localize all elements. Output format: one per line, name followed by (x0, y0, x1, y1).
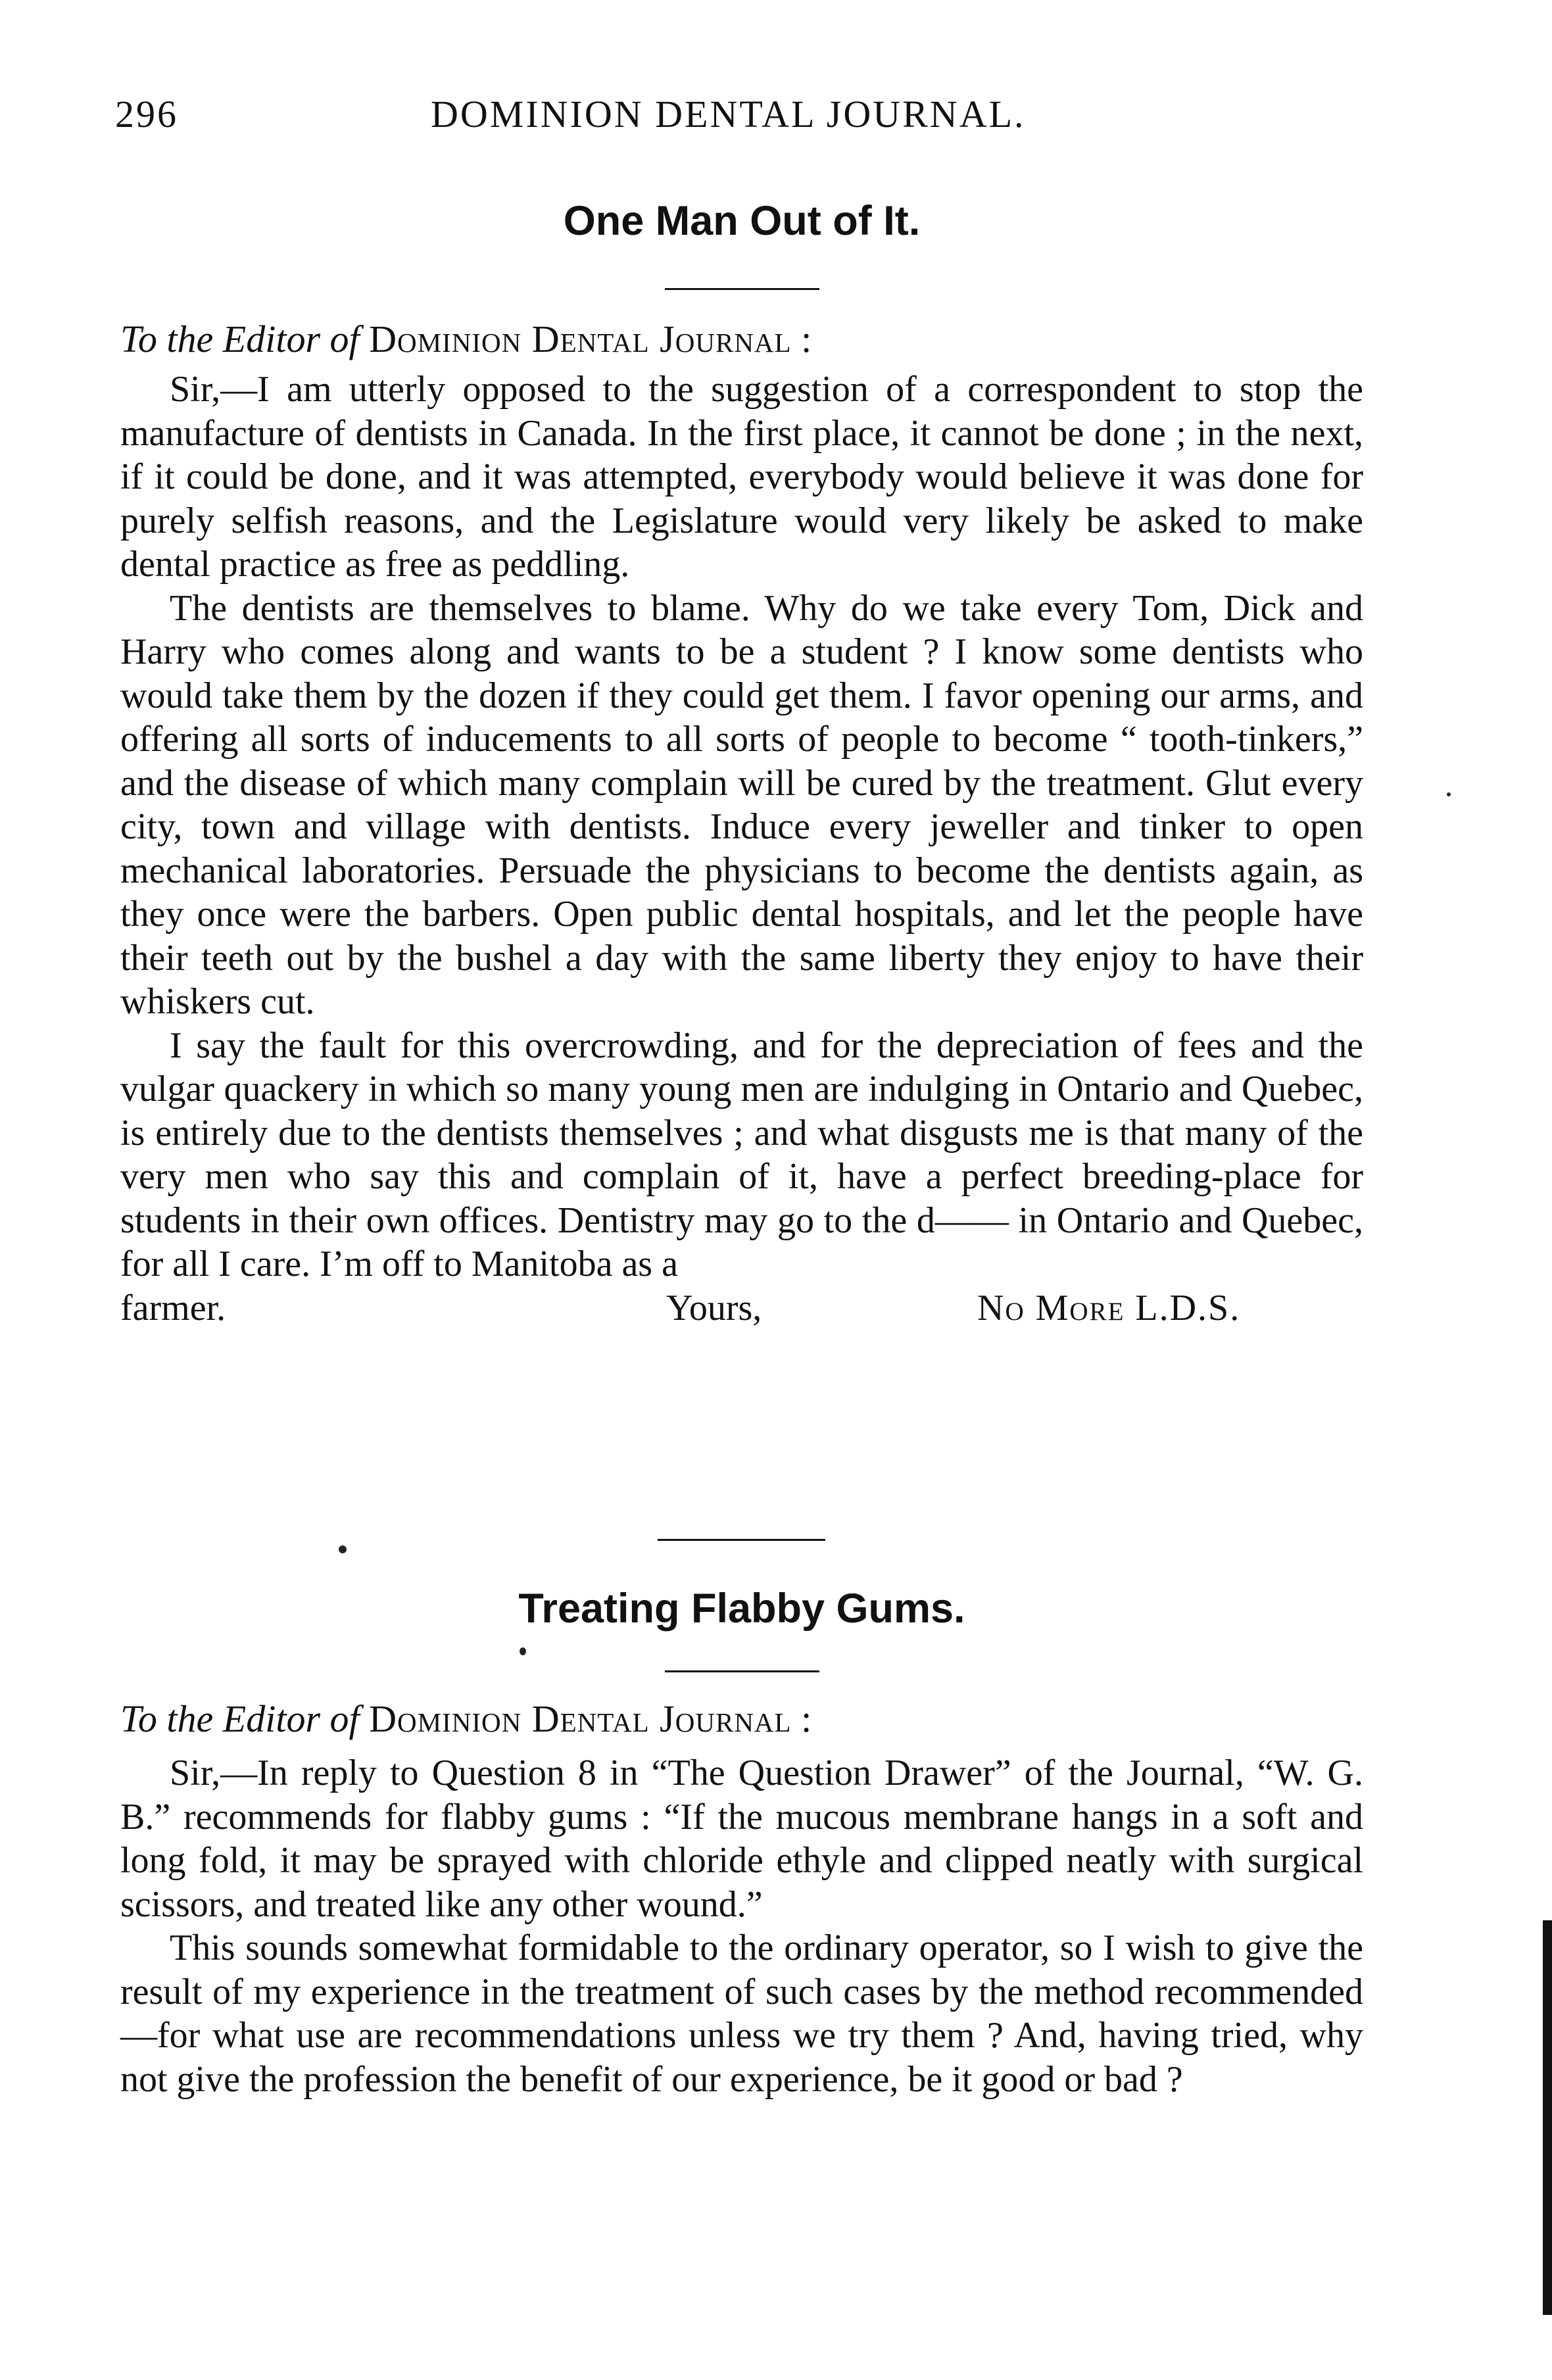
signature-name: No More L.D.S. (977, 1287, 1241, 1328)
paragraph: The dentists are themselves to blame. Why do we take every Tom, Dick and Harry who comes along and wants to be a student ? I know some dentists who would take them by the dozen if they could get them. I favor opening our arms, and offering all sorts of inducements to all sorts of people to become “ tooth-tinkers,” and the disease of which many complain will be cured by the treatment. Glut every city, town and village with dentists. Induce every jeweller and tinker to open mechanical laboratories. Persuade the physicians to become the dentists again, as they once were the barbers. Open public dental hospitals, and let the people have their teeth out by the bushel a day with the same liberty they enjoy to have their whiskers cut. (120, 587, 1363, 1022)
running-head (115, 92, 1365, 145)
signature-last-word: farmer. (120, 1287, 226, 1328)
scan-edge-bar (1543, 1920, 1552, 2315)
print-speck (1447, 792, 1451, 796)
salutation-journal: Dominion Dental Journal (369, 318, 792, 360)
article-one-man-out-of-it (120, 198, 1363, 1330)
signature-line (120, 1286, 1363, 1330)
salutation (120, 318, 1363, 361)
article-title: Treating Flabby Gums. (518, 1586, 965, 1632)
salutation-suffix: : (791, 1697, 812, 1740)
journal-running-title: DOMINION DENTAL JOURNAL. (431, 93, 1026, 135)
paragraph: Sir,—I am utterly opposed to the suggestion of a correspondent to stop the manufacture of dentists in Canada. In the first place, it cannot be done ; in the next, if it could be done, and it was attempted, everybody would believe it was done for purely selfish reasons, and the Legislature would very likely be asked to make dental practice as free as peddling. (120, 369, 1363, 585)
salutation-journal: Dominion Dental Journal (369, 1697, 792, 1740)
salutation (120, 1697, 1363, 1741)
section-divider (658, 1539, 825, 1541)
paragraph: This sounds somewhat formidable to the ordinary operator, so I wish to give the result of my experience in the treatment of such cases by the method recommended—for what use are recommendations unless we try them ? And, having tried, why not give the profession the benefit of our experience, be it good or bad ? (120, 1928, 1363, 2100)
salutation-prefix: To the Editor of (120, 318, 360, 360)
paragraph: I say the fault for this overcrowding, and for the depreciation of fees and the vulgar quackery in which so many young men are indulging in Ontario and Quebec, is entirely due to the dentists themselves ; and what disgusts me is that many of the very men who say this and complain of it, have a perfect breeding-place for students in their own offices. Dentistry may go to the d—— in Ontario and Quebec, for all I care. I’m off to Manitoba as a (120, 1025, 1363, 1284)
signature-closing: Yours, (666, 1287, 762, 1328)
page-number: 296 (115, 93, 178, 135)
article-treating-flabby-gums (120, 1588, 1363, 2101)
salutation-suffix: : (791, 318, 812, 360)
print-speck (339, 1545, 347, 1553)
salutation-prefix: To the Editor of (120, 1697, 360, 1740)
article-title: One Man Out of It. (563, 198, 921, 244)
title-rule (665, 1670, 819, 1672)
paragraph: Sir,—In reply to Question 8 in “The Question Drawer” of the Journal, “W. G. B.” recommends for flabby gums : “If the mucous membrane hangs in a soft and long fold, it may be sprayed with chloride ethyle and clipped neatly with surgical scissors, and treated like any other wound.” (120, 1753, 1363, 1925)
print-speck (520, 1647, 526, 1655)
title-rule (665, 288, 819, 290)
